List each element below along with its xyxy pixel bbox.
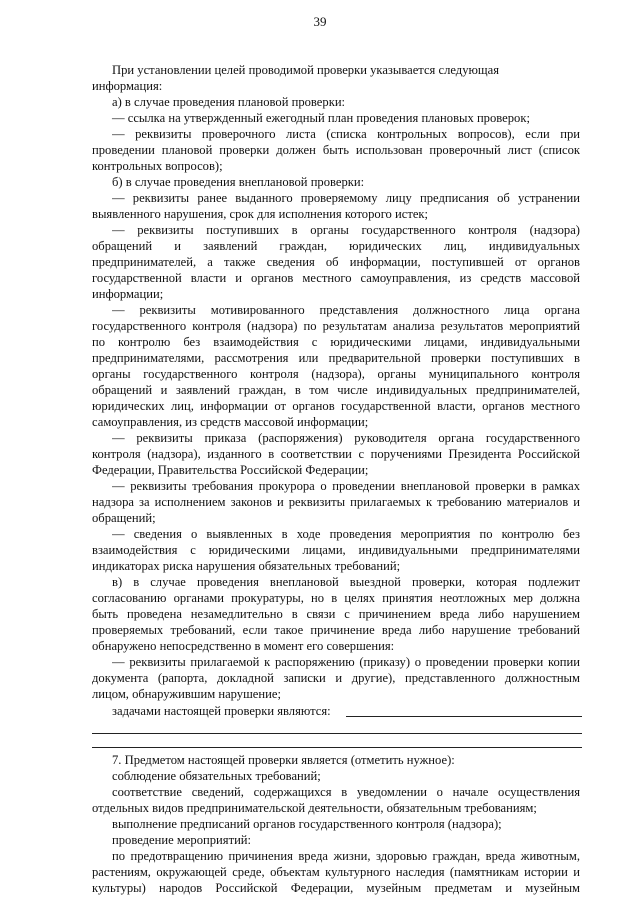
text-line: надзора за исполнением законов и реквизиты прилагаемых к требованию материалов и — [92, 495, 580, 509]
text-line: 7. Предметом настоящей проверки является (отметить нужное): — [112, 753, 455, 767]
text-line: — ссылка на утвержденный ежегодный план проведения плановых проверок; — [112, 111, 530, 125]
text-line: — реквизиты мотивированного представления должностного лица органа — [112, 303, 580, 317]
text-line: соответствие сведений, содержащихся в уведомлении о начале осуществления — [112, 785, 580, 799]
text-line: документа (рапорта, докладной записки и другие), представленного должностным — [92, 671, 580, 685]
text-line: самоуправления, из средств массовой информации; — [92, 415, 369, 429]
fill-line-2 — [92, 733, 582, 734]
text-line: государственной власти и органов местного самоуправления, из средств массовой — [92, 271, 580, 285]
text-line: информации; — [92, 287, 164, 301]
text-line: согласованию органами прокуратуры, но в целях принятия неотложных мер должна — [92, 591, 580, 605]
text-line: выполнение предписаний органов государственного контроля (надзора); — [112, 817, 502, 831]
text-line: — сведения о выявленных в ходе проведения мероприятия по контролю без — [112, 527, 580, 541]
text-line: по предотвращению причинения вреда жизни, здоровью граждан, вреда животным, — [112, 849, 580, 863]
text-line: в) в случае проведения внеплановой выездной проверки, которая подлежит — [112, 575, 580, 589]
text-line: государственного контроля (надзора) по результатам анализа результатов мероприятий — [92, 319, 580, 333]
text-line: проведение мероприятий: — [112, 833, 252, 847]
text-line: проверяемых требований, если такое причинение вреда либо нарушение требований — [92, 623, 580, 637]
text-line: При установлении целей проводимой проверки указывается следующая — [112, 63, 499, 77]
text-line: — реквизиты проверочного листа (списка контрольных вопросов), если при — [112, 127, 580, 141]
text-line: органы государственного контроля (надзора), органы муниципального контроля — [92, 367, 580, 381]
text-line: предпринимателями, рассмотрения или предварительной проверки поступивших в — [92, 351, 580, 365]
text-line: Федерации, Правительства Российской Федерации; — [92, 463, 369, 477]
text-line: культуры) народов Российской Федерации, музейным предметам и музейным — [92, 881, 580, 895]
text-line: обращений; — [92, 511, 156, 525]
text-line: — реквизиты поступивших в органы государственного контроля (надзора) — [112, 223, 580, 237]
text-line: информация: — [92, 79, 163, 93]
text-line: — реквизиты прилагаемой к распоряжению (приказу) о проведении проверки копии — [112, 655, 580, 669]
text-line: б) в случае проведения внеплановой проверки: — [112, 175, 365, 189]
text-line: а) в случае проведения плановой проверки: — [112, 95, 346, 109]
text-line: обнаружено непосредственно в момент его совершения: — [92, 639, 395, 653]
page-number: 39 — [313, 14, 327, 29]
text-line: соблюдение обязательных требований; — [112, 769, 321, 783]
fill-line-1 — [346, 716, 582, 717]
text-line: индикаторах риска нарушения обязательных требований; — [92, 559, 401, 573]
text-line: взаимодействия с юридическими лицами, индивидуальными предпринимателями — [92, 543, 580, 557]
text-line: обращений и заявлений граждан, в том числе индивидуальных предпринимателей, — [92, 383, 580, 397]
text-line: задачами настоящей проверки являются: — [112, 704, 331, 718]
text-line: отдельных видов предпринимательской деятельности, обязательным требованиям; — [92, 801, 537, 815]
text-line: выявленного нарушения, срок для исполнения которого истек; — [92, 207, 429, 221]
text-line: быть проведена незамедлительно в связи с причинением вреда либо нарушением — [92, 607, 580, 621]
text-line: контроля (надзора), изданного в соответствии с поручениями Президента Российской — [92, 447, 580, 461]
text-line: — реквизиты приказа (распоряжения) руководителя органа государственного — [112, 431, 580, 445]
fill-line-3 — [92, 747, 582, 748]
text-line: контрольных вопросов); — [92, 159, 223, 173]
text-line: предпринимателей, а также сведения об информации, поступившей от органов — [92, 255, 580, 269]
text-line: растениям, окружающей среде, объектам культурного наследия (памятникам истории и — [92, 865, 580, 879]
text-line: — реквизиты ранее выданного проверяемому лицу предписания об устранении — [112, 191, 580, 205]
text-line: — реквизиты требования прокурора о проведении внеплановой проверки в рамках — [112, 479, 580, 493]
text-line: по контролю без взаимодействия с юридическими лицами, индивидуальными — [92, 335, 580, 349]
text-line: проведении плановой проверки должен быть использован проверочный лист (список — [92, 143, 580, 157]
text-line: лицом, обнаружившим нарушение; — [92, 687, 281, 701]
text-line: обращений и заявлений граждан, юридических лиц, индивидуальных — [92, 239, 580, 253]
text-line: юридических лиц, информации от органов государственной власти, органов местного — [92, 399, 580, 413]
